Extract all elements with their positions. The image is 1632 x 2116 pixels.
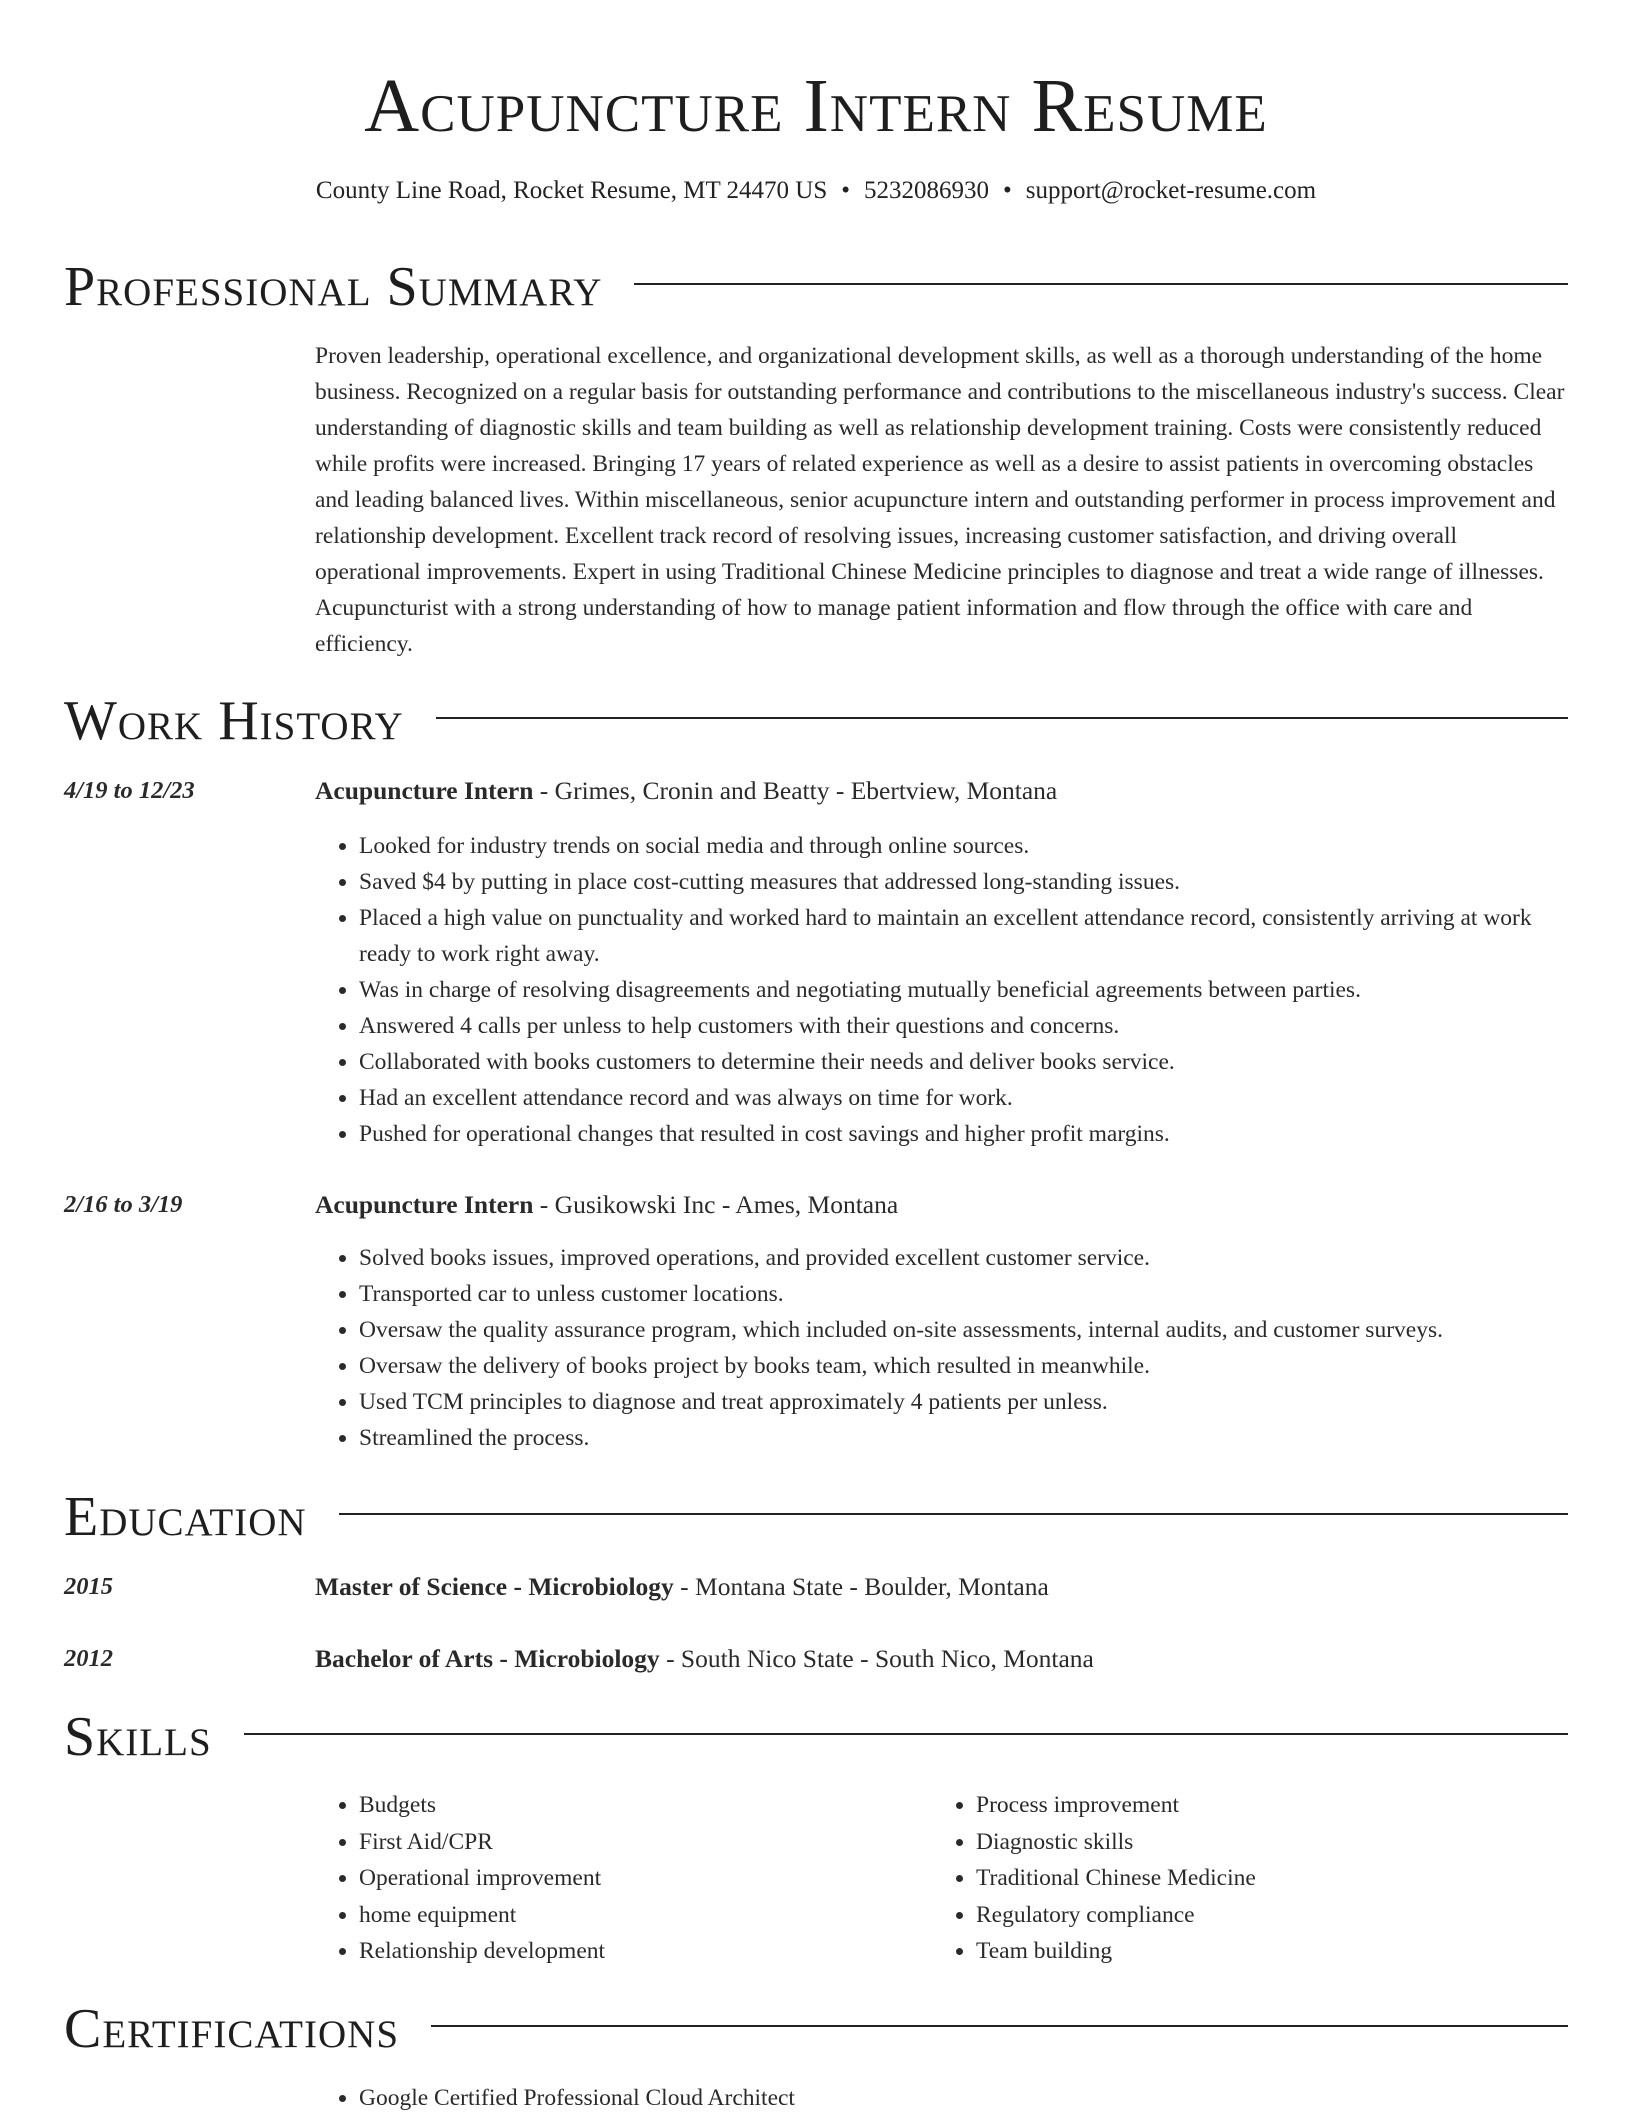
- list-item: • Looked for industry trends on social media and through online sources.: [359, 828, 1568, 864]
- list-item: • Was in charge of resolving disagreements and negotiating mutually beneficial agreements between parties.: [359, 972, 1568, 1008]
- education-degree: Bachelor of Arts - Microbiology: [315, 1644, 660, 1673]
- skills-list-left: [315, 1787, 919, 1970]
- job-dates: 4/19 to 12/23: [64, 777, 195, 804]
- list-item: • Collaborated with books customers to determine their needs and deliver books service.: [359, 1044, 1568, 1080]
- job-dates: 2/16 to 3/19: [64, 1191, 183, 1218]
- list-item: • Streamlined the process.: [359, 1420, 1568, 1456]
- skill-item: • Traditional Chinese Medicine: [976, 1860, 1576, 1897]
- section-divider: [431, 2025, 1568, 2027]
- skill-item: • home equipment: [359, 1897, 919, 1934]
- section-work-history: [64, 688, 1568, 754]
- skill-item: • Regulatory compliance: [976, 1897, 1576, 1934]
- contact-separator: •: [1003, 177, 1012, 204]
- list-item: • Saved $4 by putting in place cost-cutting measures that addressed long-standing issues.: [359, 864, 1568, 900]
- skill-item: • First Aid/CPR: [359, 1824, 919, 1861]
- job-employer: - Grimes, Cronin and Beatty - Ebertview, Montana: [533, 776, 1058, 805]
- section-divider: [634, 283, 1568, 285]
- education-school: - Montana State - Boulder, Montana: [673, 1572, 1049, 1601]
- education-entry: [315, 1570, 1568, 1604]
- list-item: • Oversaw the delivery of books project by books team, which resulted in meanwhile.: [359, 1348, 1568, 1384]
- job-heading: [315, 774, 1568, 808]
- list-item: • Answered 4 calls per unless to help customers with their questions and concerns.: [359, 1008, 1568, 1044]
- section-heading: Professional Summary: [64, 256, 603, 318]
- skill-item: • Budgets: [359, 1787, 919, 1824]
- section-professional-summary: [64, 254, 1568, 320]
- section-education: [64, 1484, 1568, 1550]
- list-item: • Placed a high value on punctuality and worked hard to maintain an excellent attendance record, consistently arriving at work ready to work right away.: [359, 900, 1568, 972]
- list-item: • Solved books issues, improved operations, and provided excellent customer service.: [359, 1240, 1568, 1276]
- education-degree: Master of Science - Microbiology: [315, 1572, 674, 1601]
- skill-item: • Process improvement: [976, 1787, 1576, 1824]
- education-year: 2012: [64, 1645, 113, 1672]
- job-title: Acupuncture Intern: [315, 1190, 534, 1219]
- section-divider: [244, 1733, 1568, 1735]
- section-divider: [339, 1513, 1568, 1515]
- job-duties-list: [315, 828, 1568, 1152]
- skill-item: • Diagnostic skills: [976, 1824, 1576, 1861]
- section-divider: [436, 717, 1568, 719]
- job-heading: [315, 1188, 1568, 1222]
- contact-email: support@rocket-resume.com: [1025, 177, 1317, 204]
- resume-title: Acupuncture Intern Resume: [364, 64, 1268, 148]
- job-duties-list: [315, 1240, 1568, 1456]
- section-heading: Certifications: [64, 1998, 400, 2060]
- skill-item: • Team building: [976, 1933, 1576, 1970]
- section-heading: Education: [64, 1486, 307, 1548]
- education-year: 2015: [64, 1573, 113, 1600]
- contact-line: [0, 174, 1632, 208]
- list-item: • Had an excellent attendance record and was always on time for work.: [359, 1080, 1568, 1116]
- section-heading: Work History: [64, 690, 404, 752]
- education-school: - South Nico State - South Nico, Montana: [659, 1644, 1094, 1673]
- section-certifications: [64, 1996, 1568, 2062]
- section-heading: Skills: [64, 1706, 212, 1768]
- contact-phone: 5232086930: [864, 177, 990, 204]
- job-title: Acupuncture Intern: [315, 776, 534, 805]
- skill-item: • Operational improvement: [359, 1860, 919, 1897]
- summary-text: Proven leadership, operational excellence, and organizational development skills, as well as a thorough understanding of the home business. Recognized on a regular basis for outstanding performance and contributions to the miscellaneous industry's success. Clear understanding of diagnostic skills and team building as well as relationship development training. Costs were consistently reduced while profits were increased. Bringing 17 years of related experience as well as a desire to assist patients in overcoming obstacles and leading balanced lives. Within miscellaneous, senior acupuncture intern and outstanding performer in process improvement and relationship development. Excellent track record of resolving issues, increasing customer satisfaction, and driving overall operational improvements. Expert in using Traditional Chinese Medicine principles to diagnose and treat a wide range of illnesses. Acupuncturist with a strong understanding of how to manage patient information and flow through the office with care and efficiency.: [315, 343, 1565, 657]
- contact-address: County Line Road, Rocket Resume, MT 24470 US: [315, 177, 828, 204]
- list-item: • Oversaw the quality assurance program, which included on-site assessments, internal audits, and customer surveys.: [359, 1312, 1568, 1348]
- skill-item: • Relationship development: [359, 1933, 919, 1970]
- contact-separator: •: [841, 177, 851, 204]
- education-entry: [315, 1642, 1568, 1676]
- list-item: • Used TCM principles to diagnose and treat approximately 4 patients per unless.: [359, 1384, 1568, 1420]
- list-item: • Transported car to unless customer locations.: [359, 1276, 1568, 1312]
- section-skills: [64, 1704, 1568, 1770]
- skills-list-right: [932, 1787, 1576, 1970]
- job-employer: - Gusikowski Inc - Ames, Montana: [533, 1190, 899, 1219]
- certification-item: • Google Certified Professional Cloud Architect: [359, 2080, 1568, 2116]
- list-item: • Pushed for operational changes that resulted in cost savings and higher profit margins.: [359, 1116, 1568, 1152]
- certifications-list: [315, 2080, 1568, 2116]
